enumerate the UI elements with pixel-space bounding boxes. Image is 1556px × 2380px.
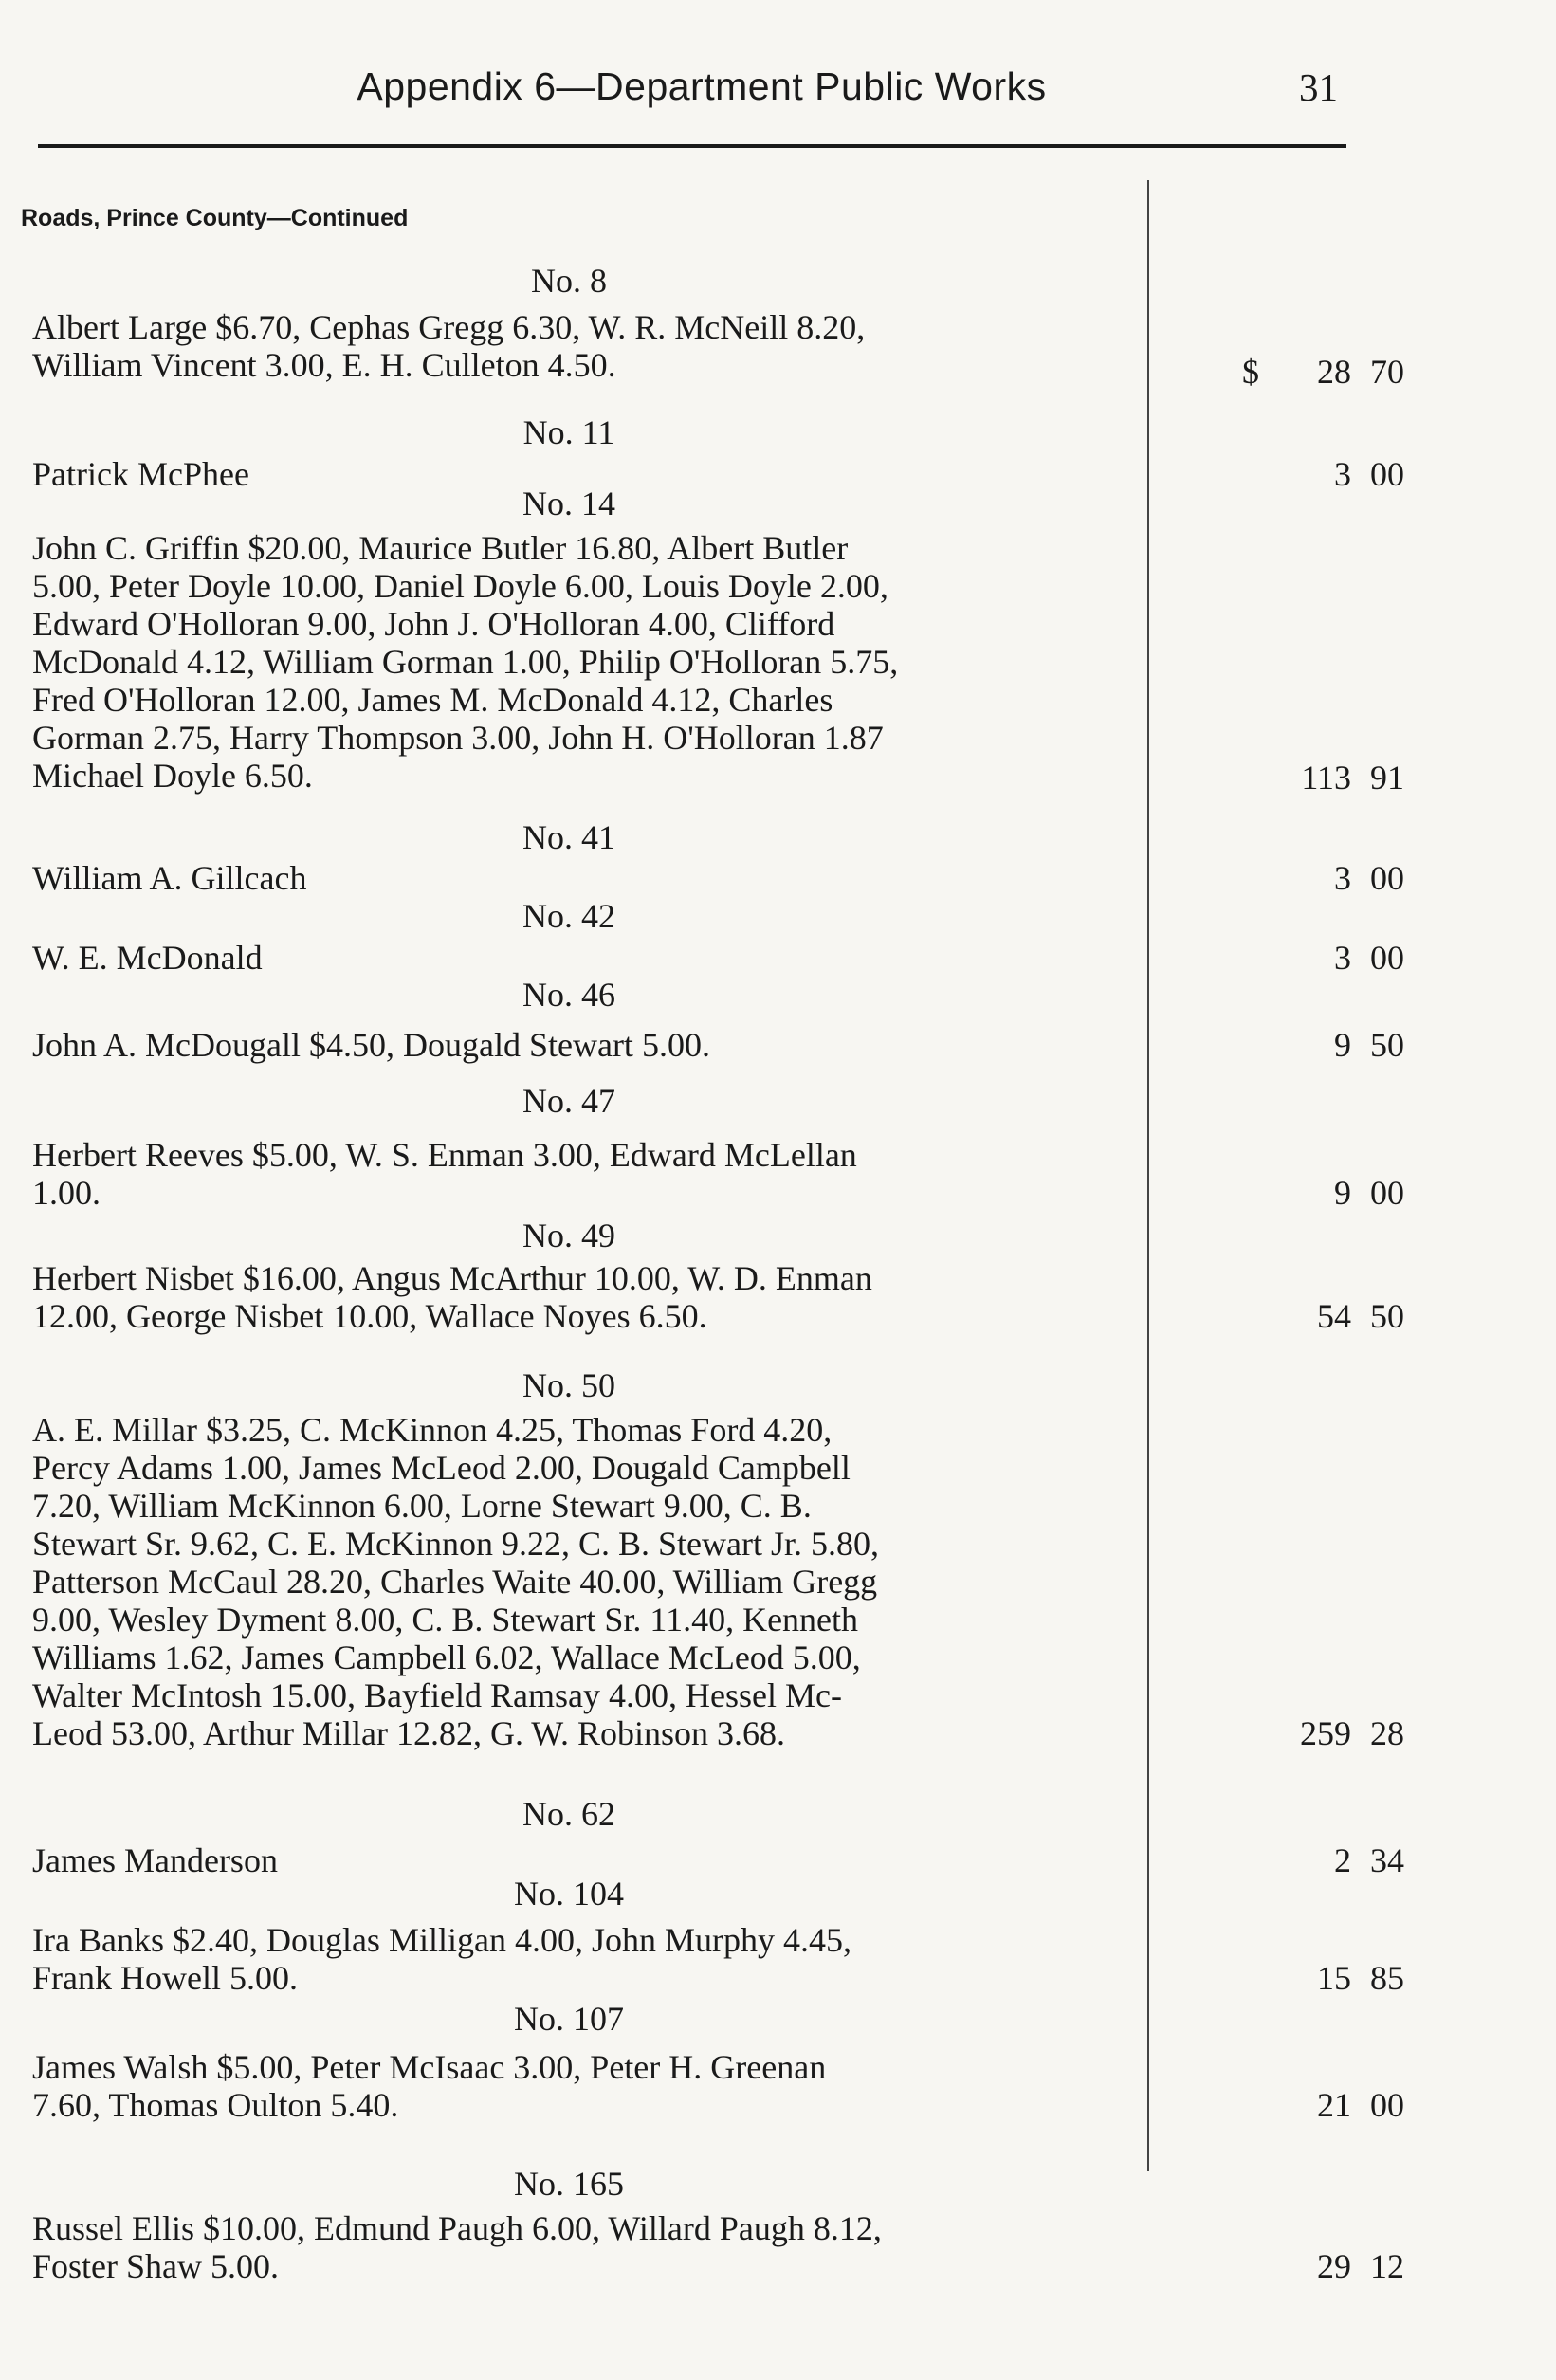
entry-text: John C. Griffin $20.00, Maurice Butler 16.80, Albert Butler 5.00, Peter Doyle 10.00, Daniel Doyle 6.00, Louis Doyle 2.00, Edward O'Holloran 9.00, John J. O'Holloran 4.00, Clifford McDonald 4.12, William Gorman 1.00, Philip O'Holloran 5.75, Fred O'Holloran 12.00, James M. McDonald 4.12, Charles Gorman 2.75, Harry Thompson 3.00, John H. O'Holloran 1.87 Michael Doyle 6.50.	[32, 529, 899, 795]
header-title: Appendix 6—Department Public Works	[357, 64, 1047, 108]
amount-dollars: 9	[1334, 1026, 1351, 1064]
amount-column-divider	[1147, 180, 1149, 2171]
amount-dollars: 259	[1300, 1714, 1351, 1752]
entry-heading: No. 14	[522, 485, 615, 522]
amount-dollars: 3	[1334, 939, 1351, 977]
header-rule	[38, 144, 1346, 148]
amount-cents: 85	[1370, 1959, 1404, 1997]
entry-text: Russel Ellis $10.00, Edmund Paugh 6.00, Willard Paugh 8.12, Foster Shaw 5.00.	[32, 2209, 882, 2285]
entry-text: James Manderson	[32, 1841, 278, 1879]
entry-text: W. E. McDonald	[32, 939, 263, 977]
amount-cents: 12	[1370, 2247, 1404, 2285]
entry-heading: No. 107	[514, 2000, 624, 2038]
amount-cents: 91	[1370, 759, 1404, 796]
amount-dollars: 2	[1334, 1841, 1351, 1879]
amount-dollars: 3	[1334, 859, 1351, 897]
amount-dollars: 29	[1317, 2247, 1351, 2285]
entry-text: William A. Gillcach	[32, 859, 307, 897]
entry-text: John A. McDougall $4.50, Dougald Stewart 5.00.	[32, 1026, 710, 1064]
amount-dollars: 3	[1334, 455, 1351, 493]
entry-text: Albert Large $6.70, Cephas Gregg 6.30, W. R. McNeill 8.20, William Vincent 3.00, E. H. Culleton 4.50.	[32, 308, 866, 384]
amount-dollars: 15	[1317, 1959, 1351, 1997]
entry-heading: No. 11	[522, 413, 615, 451]
amount-cents: 00	[1370, 939, 1404, 977]
entry-heading: No. 62	[522, 1795, 615, 1833]
entry-heading: No. 49	[522, 1217, 615, 1254]
entry-text: Patrick McPhee	[32, 455, 249, 493]
amount-cents: 70	[1370, 353, 1404, 391]
entry-text: A. E. Millar $3.25, C. McKinnon 4.25, Thomas Ford 4.20, Percy Adams 1.00, James McLeod 2.00, Dougald Campbell 7.20, William McKinnon 6.00, Lorne Stewart 9.00, C. B. Stewart Sr. 9.62, C. E. McKinnon 9.22, C. B. Stewart Jr. 5.80, Patterson McCaul 28.20, Charles Waite 40.00, William Gregg 9.00, Wesley Dyment 8.00, C. B. Stewart Sr. 11.40, Kenneth Williams 1.62, James Campbell 6.02, Wallace McLeod 5.00, Walter McIntosh 15.00, Bayfield Ramsay 4.00, Hessel Mc- Leod 53.00, Arthur Millar 12.82, G. W. Robinson 3.68.	[32, 1411, 879, 1752]
entry-heading: No. 46	[522, 976, 615, 1014]
entry-heading: No. 104	[514, 1875, 624, 1913]
amount-dollars: 28	[1317, 353, 1351, 391]
amount-dollars: 9	[1334, 1174, 1351, 1212]
entry-text: Herbert Nisbet $16.00, Angus McArthur 10.00, W. D. Enman 12.00, George Nisbet 10.00, Wallace Noyes 6.50.	[32, 1259, 872, 1335]
amount-cents: 50	[1370, 1297, 1404, 1335]
amount-cents: 50	[1370, 1026, 1404, 1064]
page-header	[0, 64, 1556, 121]
amount-cents: 00	[1370, 1174, 1404, 1212]
entry-heading: No. 41	[522, 818, 615, 856]
entry-text: James Walsh $5.00, Peter McIsaac 3.00, Peter H. Greenan 7.60, Thomas Oulton 5.40.	[32, 2048, 827, 2124]
amount-dollars: 113	[1301, 759, 1351, 796]
amount-cents: 00	[1370, 455, 1404, 493]
amount-dollars: 21	[1317, 2086, 1351, 2124]
amount-cents: 28	[1370, 1714, 1404, 1752]
entry-text: Herbert Reeves $5.00, W. S. Enman 3.00, Edward McLellan 1.00.	[32, 1136, 857, 1212]
entry-heading: No. 50	[522, 1366, 615, 1404]
amount-cents: 00	[1370, 2086, 1404, 2124]
amount-cents: 00	[1370, 859, 1404, 897]
section-label: Roads, Prince County—Continued	[21, 205, 409, 231]
entry-heading: No. 165	[514, 2165, 624, 2203]
entry-heading: No. 42	[522, 897, 615, 935]
amount-currency-symbol: $	[1242, 353, 1259, 391]
amount-dollars: 54	[1317, 1297, 1351, 1335]
entry-heading: No. 47	[522, 1082, 615, 1120]
entry-text: Ira Banks $2.40, Douglas Milligan 4.00, John Murphy 4.45, Frank Howell 5.00.	[32, 1921, 851, 1997]
amount-cents: 34	[1370, 1841, 1404, 1879]
entry-heading: No. 8	[531, 262, 607, 300]
page-number: 31	[1299, 65, 1338, 109]
